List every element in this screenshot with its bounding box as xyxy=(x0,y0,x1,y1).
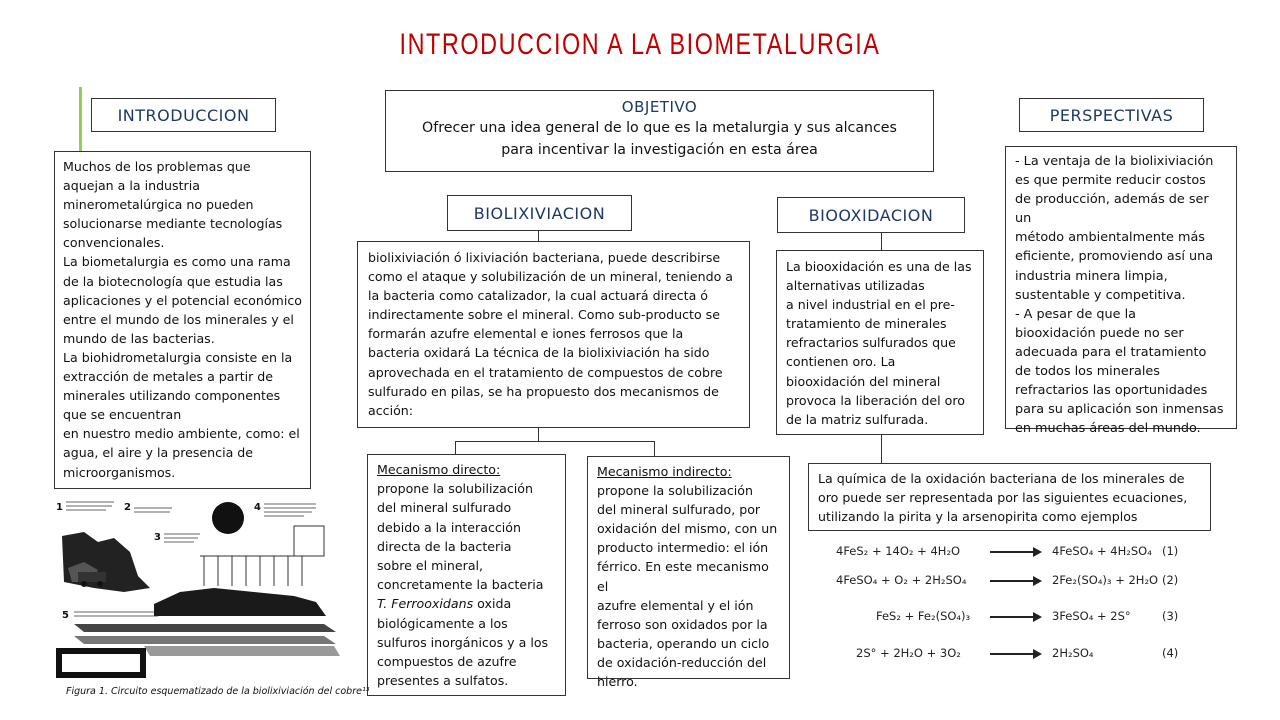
equation-2-left: 4FeSO₄ + O₂ + 2H₂SO₄ xyxy=(836,573,967,587)
mecanismo-directo-header: Mecanismo directo: xyxy=(377,462,501,477)
equation-2-right: 2Fe₂(SO₄)₃ + 2H₂O xyxy=(1052,573,1159,587)
objetivo-text: Ofrecer una idea general de lo que es la metalurgia y sus alcances para incentivar la investigación en esta área xyxy=(422,120,897,158)
equation-1-right: 4FeSO₄ + 4H₂SO₄ xyxy=(1052,544,1152,558)
figure-step-4: 4 xyxy=(254,502,261,513)
biolixiviacion-header: BIOLIXIVIACION xyxy=(447,195,632,231)
equation-3-arrow xyxy=(990,616,1040,618)
figure-step-1: 1 xyxy=(56,502,63,513)
mecanismo-indirecto-box xyxy=(587,456,790,690)
equation-3-left: FeS₂ + Fe₂(SO₄)₃ xyxy=(876,609,971,623)
figure-step-3: 3 xyxy=(154,532,161,543)
equation-3-right: 3FeSO₄ + 2S° xyxy=(1052,609,1131,623)
mecanismo-indirecto-header: Mecanismo indirecto: xyxy=(597,464,732,479)
figure-caption: Figura 1. Circuito esquematizado de la biolixiviación del cobre¹³ xyxy=(66,686,370,697)
mecanismo-directo-text-b: oxida biológicamente a los sulfuros inorgánicos y a los compuestos de azufre presentes a sulfatos. xyxy=(377,596,549,689)
equation-2-number: (2) xyxy=(1162,573,1179,587)
equation-1-number: (1) xyxy=(1162,544,1179,558)
introduccion-header: INTRODUCCION xyxy=(91,98,276,132)
connector-branch xyxy=(455,441,655,442)
biooxidacion-header: BIOOXIDACION xyxy=(777,197,965,233)
objetivo-header: OBJETIVO xyxy=(621,98,698,116)
mecanismo-directo-box xyxy=(367,454,566,696)
mecanismo-directo-text-a: propone la solubilización del mineral sulfurado debido a la interacción directa de la bacteria sobre el mineral, concretamente la bacteria xyxy=(377,481,544,593)
connector-indirecto xyxy=(654,441,655,456)
equation-4-arrow xyxy=(990,653,1040,655)
equation-4-left: 2S° + 2H₂O + 3O₂ xyxy=(856,646,961,660)
objetivo-box xyxy=(385,90,934,172)
quimica-text: La química de la oxidación bacteriana de los minerales de oro puede ser representada por las siguientes ecuaciones, utilizando la pirita y la arsenopirita como ejemplos xyxy=(808,463,1211,531)
equation-1-arrow xyxy=(990,551,1040,553)
mecanismo-indirecto-text: propone la solubilización del mineral sulfurado, por oxidación del mismo, con un producto intermedio: el ión férrico. En este mecanismo el azufre elemental y el ión ferroso son oxidados por la bacteria, operando un ciclo de oxidación-reducción del hierro. xyxy=(597,483,778,690)
biolixiviacion-text: biolixiviación ó lixiviación bacteriana, puede describirse como el ataque y solubilización de un mineral, teniendo a la bacteria como catalizador, la cual actuará directa ó indirectamente sobre el mineral. Como sub-producto se formarán azufre elemental e iones ferrosos que la bacteria oxidará La técnica de la biolixiviación ha sido aprovechada en el tratamiento de compuestos de cobre sulfurado en pilas, se ha propuesto dos mecanismos de acción: xyxy=(357,241,750,428)
figure-step-5: 5 xyxy=(62,610,69,621)
bioleaching-circuit-figure xyxy=(54,496,370,697)
biooxidacion-text: La biooxidación es una de las alternativas utilizadas a nivel industrial en el pre- tratamiento de minerales refractarios sulfurados que contienen oro. La biooxidación del mineral provoca la liberación del oro de la matriz sulfurada. xyxy=(776,250,984,435)
equation-3-number: (3) xyxy=(1162,609,1179,623)
equation-4-right: 2H₂SO₄ xyxy=(1052,646,1094,660)
mecanismo-directo-species: T. Ferrooxidans xyxy=(377,596,474,612)
perspectivas-text: - La ventaja de la biolixiviación es que permite reducir costos de producción, además de ser un método ambientalmente más eficiente, promoviendo así una industria minera limpia, sustentable y competitiva. - A pesar de que la biooxidación puede no ser adecuada para el tratamiento de todos los minerales refractarios las oportunidades para su aplicación son inmensas en muchas áreas del mundo. xyxy=(1005,146,1237,429)
equation-2-arrow xyxy=(990,580,1040,582)
connector-directo xyxy=(455,441,456,454)
page-title: INTRODUCCION A LA BIOMETALURGIA xyxy=(399,28,881,61)
introduccion-text: Muchos de los problemas que aquejan a la industria minerometalúrgica no pueden solucionarse mediante tecnologías convencionales. La biometalurgia es como una rama de la biotecnología que estudia las aplicaciones y el potencial económico entre el mundo de los minerales y el mundo de las bacterias. La biohidrometalurgia consiste en la extracción de metales a partir de minerales utilizando componentes que se encuentran en nuestro medio ambiente, como: el agua, el aire y la presencia de microorganismos. xyxy=(54,151,311,489)
connector-biooxi-down xyxy=(881,435,882,463)
perspectivas-header: PERSPECTIVAS xyxy=(1019,98,1204,132)
bioleaching-circuit-illustration xyxy=(54,496,346,682)
figure-step-2: 2 xyxy=(124,502,131,513)
equation-1-left: 4FeS₂ + 14O₂ + 4H₂O xyxy=(836,544,961,558)
connector-biolix-down xyxy=(538,428,539,442)
equation-4-number: (4) xyxy=(1162,646,1179,660)
connector-biolix-top xyxy=(538,231,539,241)
connector-biooxi-top xyxy=(881,233,882,250)
